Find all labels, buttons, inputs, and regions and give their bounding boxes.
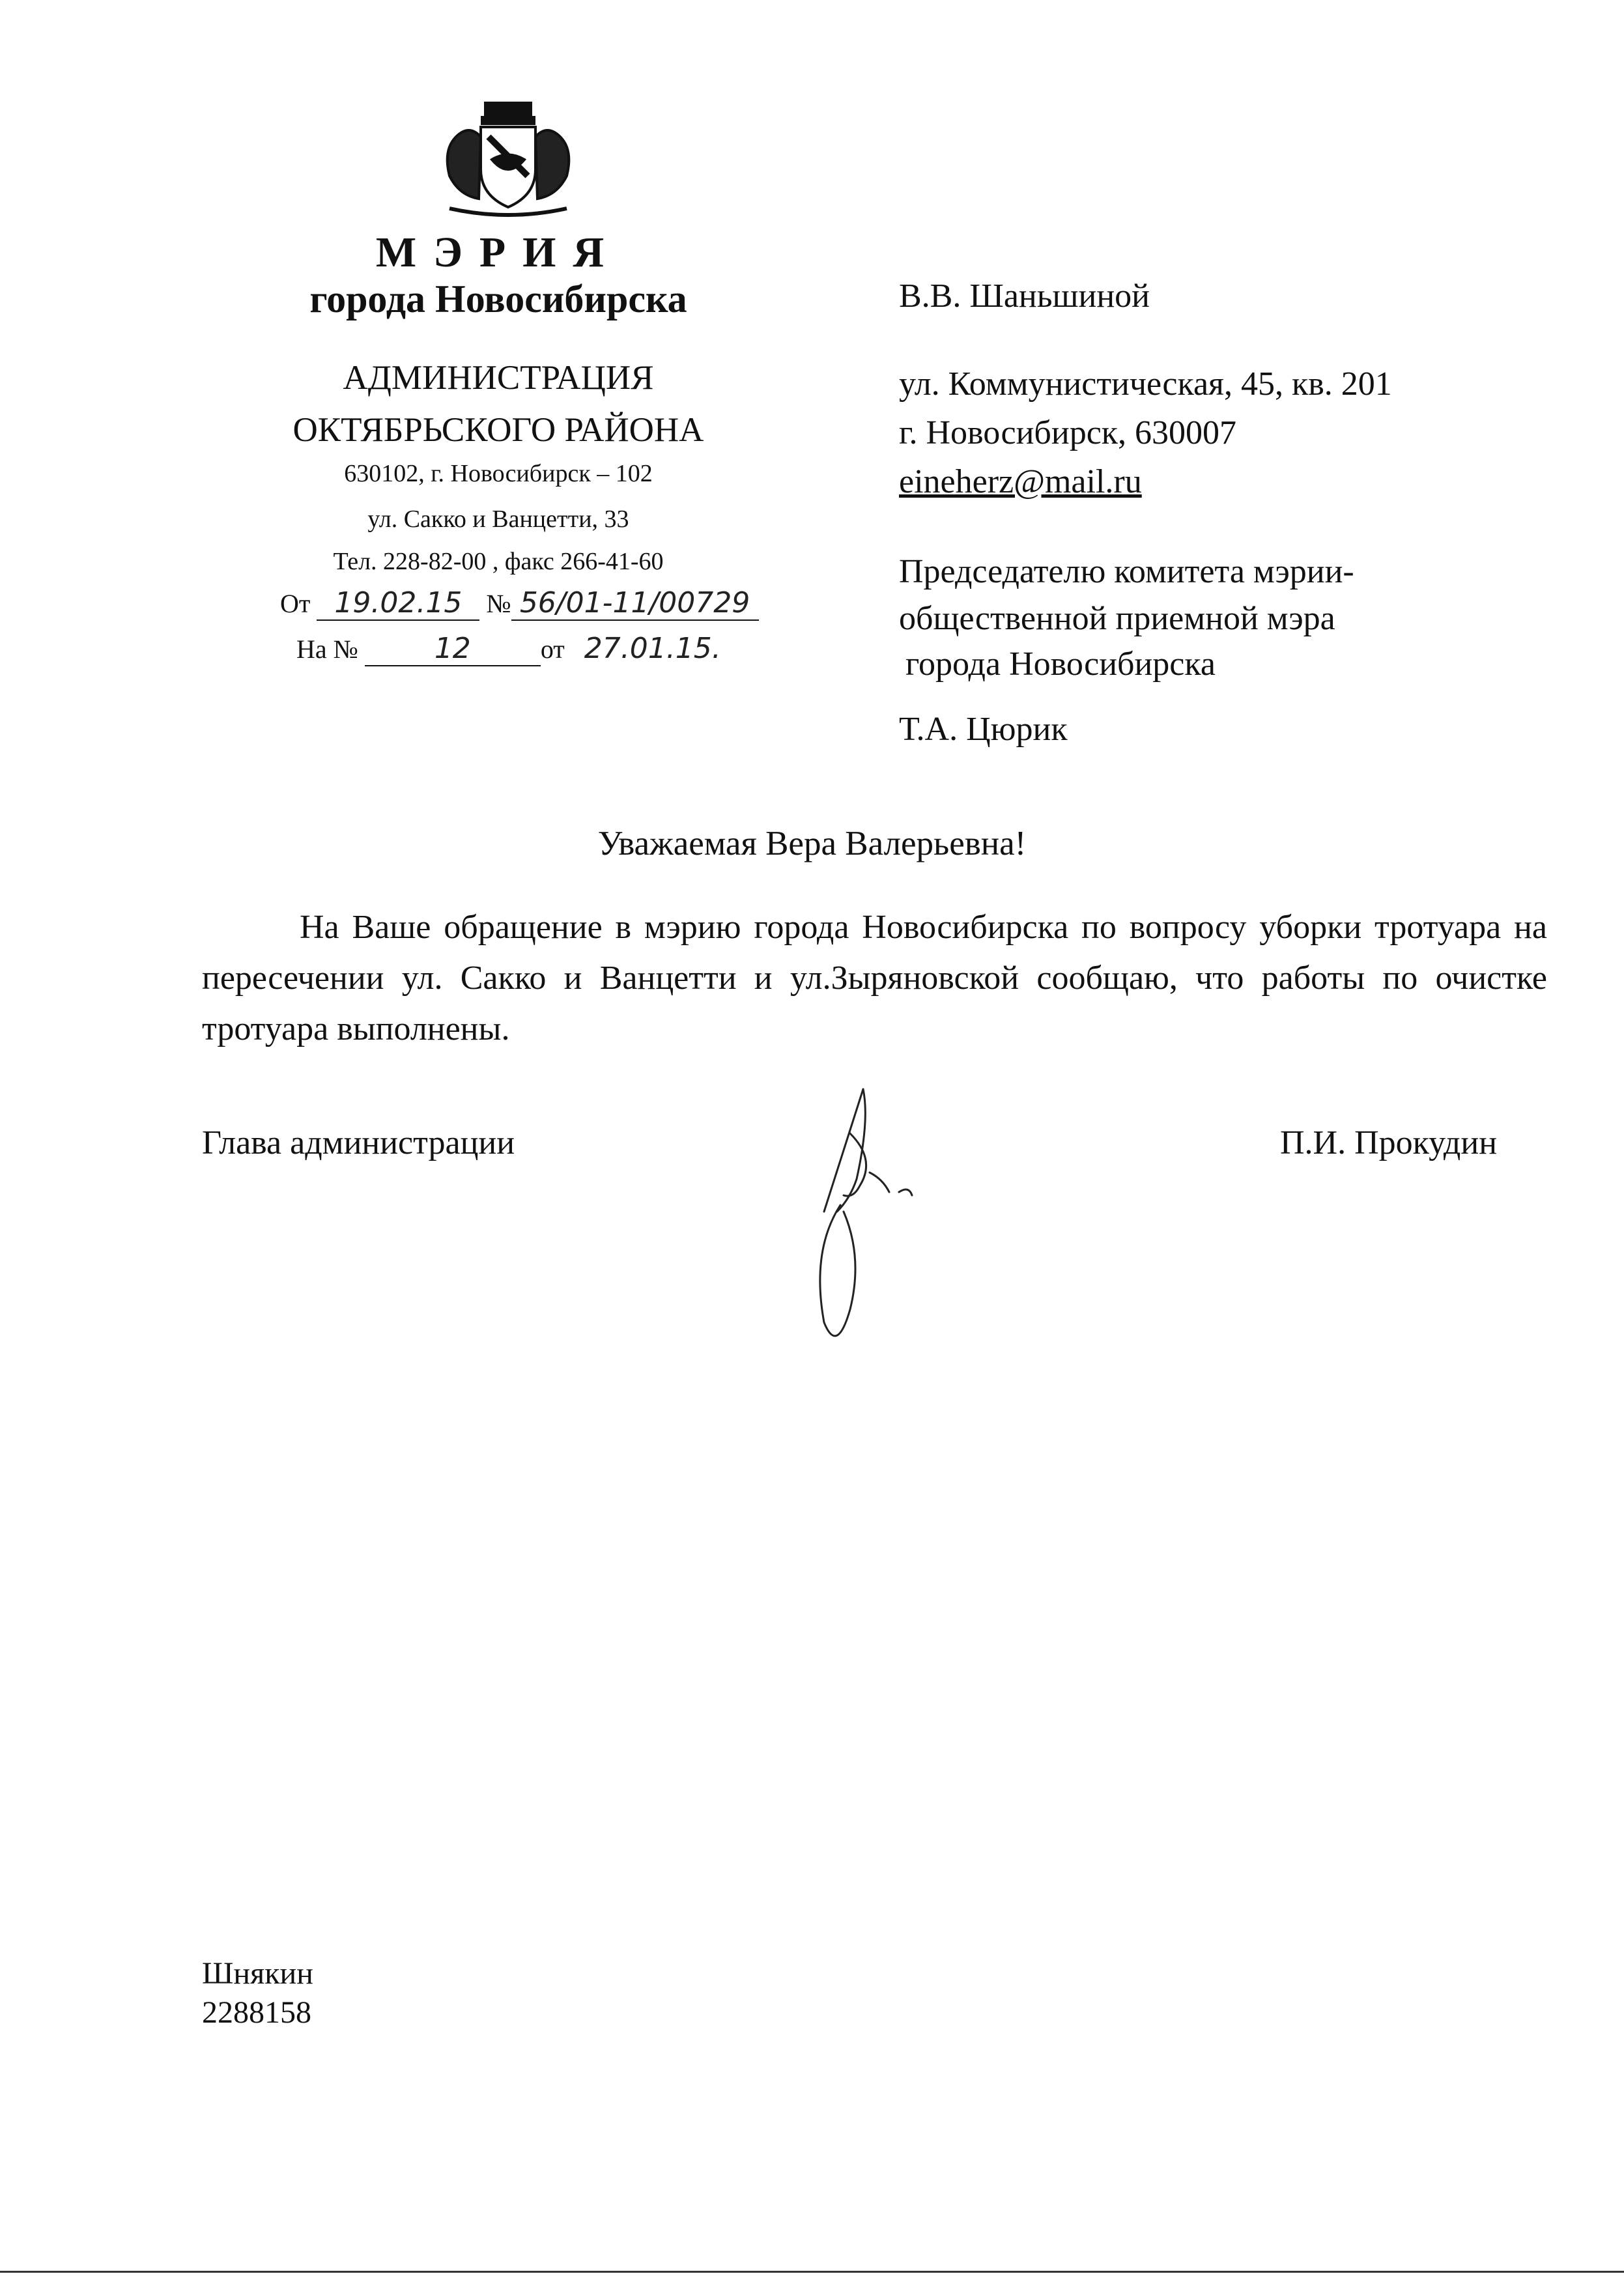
- dept-line-1: АДМИНИСТРАЦИЯ: [343, 359, 654, 397]
- recipient-name: В.В. Шаньшиной: [899, 277, 1150, 315]
- incoming-reference: [296, 632, 741, 666]
- to-date-label: от: [540, 634, 565, 664]
- scan-edge-line: [0, 2271, 1624, 2273]
- letter-body: На Ваше обращение в мэрию города Новосибирска по вопросу уборки тротуара на пересечении ул. Сакко и Ванцетти и ул.Зыряновской сообщаю, что работы по очистке тротуара выполнены.: [202, 909, 1547, 1047]
- address-line-2: ул. Сакко и Ванцетти, 33: [367, 505, 629, 533]
- org-title: МЭРИЯ: [375, 229, 621, 276]
- org-city: города Новосибирска: [309, 277, 687, 320]
- coat-of-arms-logo: [430, 98, 586, 221]
- executor-name: Шнякин: [202, 1956, 313, 1991]
- recipient-street: ул. Коммунистическая, 45, кв. 201: [899, 365, 1392, 403]
- from-label: От: [280, 589, 311, 618]
- copy-to-name: Т.А. Цюрик: [899, 711, 1068, 748]
- signatory-name: П.И. Прокудин: [1280, 1124, 1498, 1161]
- phone-line: Тел. 228-82-00 , факс 266-41-60: [333, 548, 664, 575]
- to-label: На №: [296, 634, 358, 664]
- recipient-city: г. Новосибирск, 630007: [899, 414, 1237, 451]
- signatory-position: Глава администрации: [202, 1124, 515, 1161]
- incoming-number: 12: [365, 632, 541, 666]
- copy-to-line-1: Председателю комитета мэрии-: [899, 553, 1354, 590]
- outgoing-number: 56/01-11/00729: [511, 586, 759, 621]
- executor-block: [202, 1954, 313, 2032]
- executor-phone: 2288158: [202, 1995, 311, 2030]
- incoming-date: 27.01.15.: [584, 632, 721, 665]
- recipient-email-link[interactable]: eineherz@mail.ru: [899, 463, 1142, 500]
- copy-to-line-2: общественной приемной мэра: [899, 600, 1335, 637]
- dept-line-2: ОКТЯБРЬСКОГО РАЙОНА: [292, 411, 704, 449]
- copy-to-line-3: города Новосибирска: [905, 646, 1216, 683]
- greeting: Уважаемая Вера Валерьевна!: [597, 825, 1027, 862]
- number-label: №: [486, 589, 511, 618]
- handwritten-signature: [785, 1081, 941, 1361]
- from-date: 19.02.15: [317, 586, 479, 621]
- outgoing-reference: [280, 586, 759, 621]
- address-line-1: 630102, г. Новосибирск – 102: [344, 460, 653, 487]
